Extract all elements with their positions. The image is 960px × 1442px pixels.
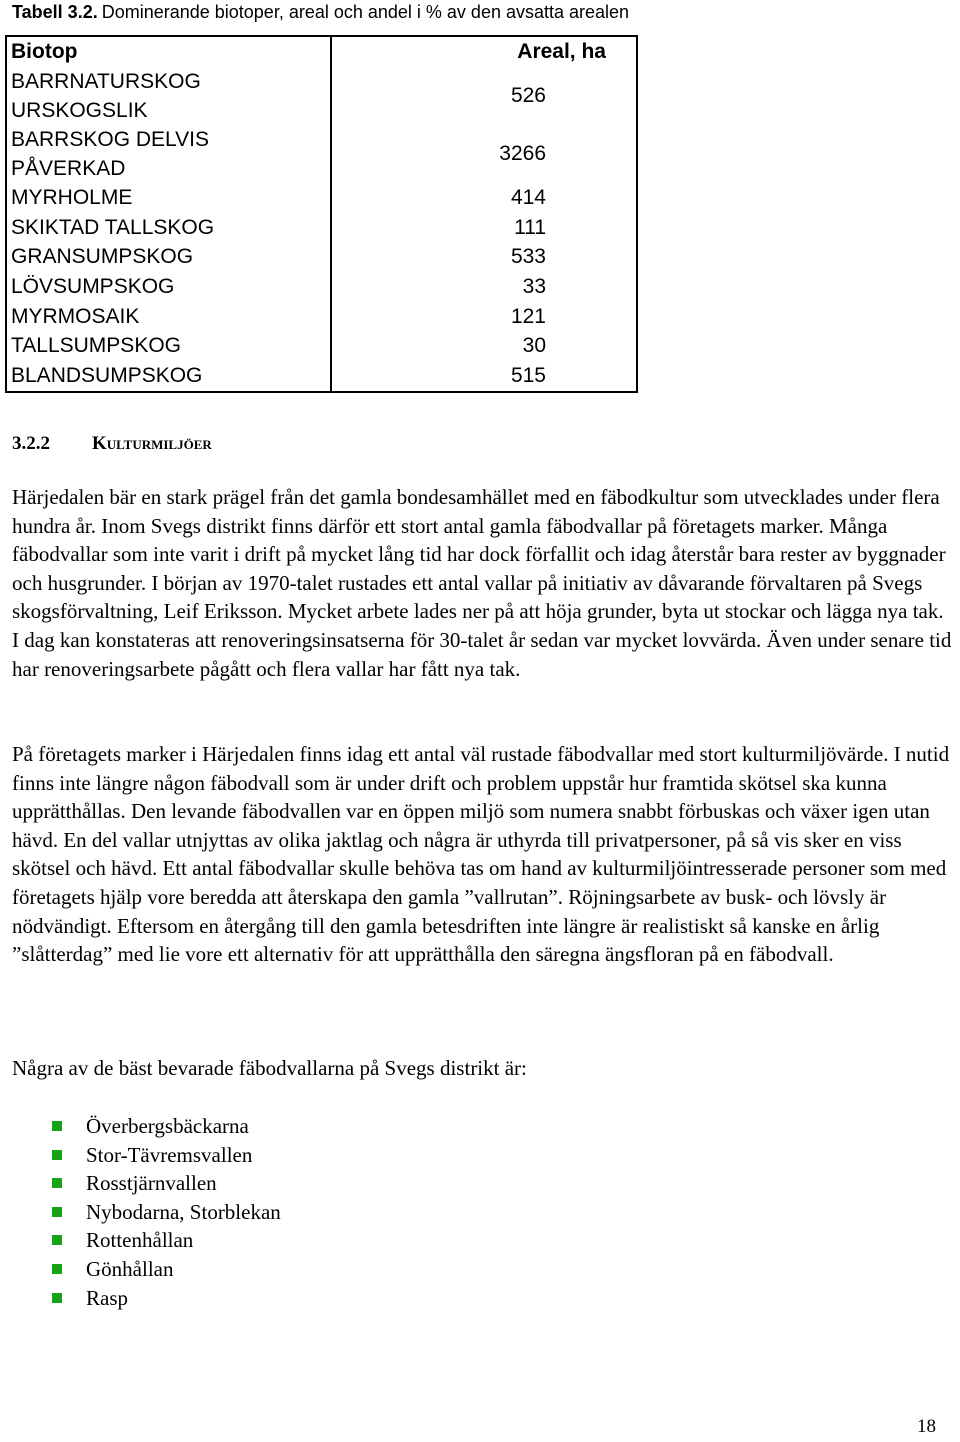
site-name: Rottenhållan (86, 1228, 194, 1253)
biotope-area: 414 (331, 183, 637, 213)
biotope-area: 121 (331, 301, 637, 331)
biotope-area: 3266 (331, 125, 637, 183)
square-bullet-icon (52, 1121, 62, 1131)
paragraph-maintenance: På företagets marker i Härjedalen finns idag ett antal väl rustade fäbodvallar med stort kulturmiljövärde. I nutid finns inte längre någon fäbodvall som är under drift och problem uppstår hur framtida skötsel ska kunna upprätthållas. Den levande fäbodvallen var en öppen miljö som numera snabbt förbuskas och växer igen utan hävd. En del vallar utnjyttas av olika jaktlag och några är uthyrda till privatpersoner, på så vis sker en viss skötsel och hävd. Ett antal fäbodvallar skulle behöva tas om hand av kulturmiljöintresserade personer som med företagets hjälp vore beredda att återskapa den gamla ”vallrutan”. Röjningsarbete av busk- och lövsly är nödvändigt. Eftersom en återgång till den gamla betesdriften inte längre är realistiskt så kanske en årlig ”slåtterdag” med lie vore ett alternativ för att upprätthålla den säregna ängsfloran på en fäbodvall. (12, 742, 950, 967)
table-caption-label: Tabell 3.2. (12, 2, 98, 22)
square-bullet-icon (52, 1178, 62, 1188)
square-bullet-icon (52, 1293, 62, 1303)
table-row (6, 67, 637, 125)
list-item (40, 1112, 281, 1141)
biotope-name: BARRNATURSKOG URSKOGSLIK (6, 67, 331, 125)
column-header-areal: Areal, ha (331, 36, 637, 67)
site-name: Rasp (86, 1285, 128, 1310)
site-name: Överbergsbäckarna (86, 1114, 249, 1138)
column-header-biotop: Biotop (6, 36, 331, 67)
paragraph-history: Härjedalen bär en stark prägel från det gamla bondesamhället med en fäbodkultur som utvecklades under flera hundra år. Inom Svegs distrikt finns därför ett stort antal gamla fäbodvallar på företagets marker. Många fäbodvallar som inte varit i drift på mycket lång tid har dock förfallit och idag återstår bara rester av byggnader och husgrunder. I början av 1970-talet rustades ett antal vallar på initiativ av dåvarande förvaltaren på Svegs skogsförvaltning, Leif Eriksson. Mycket arbete lades ner på att höja grunder, byta ut stockar och lägga nya tak. I dag kan konstateras att renoveringsinsatserna för 30-talet år sedan var mycket lovvärda. Även under senare tid har renoveringsarbete pågått och flera vallar har fått nya tak. (12, 485, 952, 681)
biotope-area: 33 (331, 272, 637, 302)
list-item (40, 1141, 281, 1170)
table-row (6, 361, 637, 392)
table-row (6, 183, 637, 213)
section-title: Kulturmiljöer (92, 433, 212, 454)
square-bullet-icon (52, 1235, 62, 1245)
table-row (6, 301, 637, 331)
list-item (40, 1169, 281, 1198)
table-row (6, 272, 637, 302)
biotope-name: SKIKTAD TALLSKOG (6, 212, 331, 242)
biotope-area: 533 (331, 242, 637, 272)
site-name: Gönhållan (86, 1256, 174, 1281)
section-number: 3.2.2 (12, 433, 50, 454)
table-caption-text: Dominerande biotoper, areal och andel i % av den avsatta arealen (101, 2, 630, 22)
square-bullet-icon (52, 1207, 62, 1217)
list-item (40, 1284, 281, 1313)
site-name: Stor-Tävremsvallen (86, 1142, 253, 1167)
biotope-area: 111 (331, 212, 637, 242)
biotope-area: 515 (331, 361, 637, 392)
biotope-table (5, 35, 638, 393)
square-bullet-icon (52, 1264, 62, 1274)
table-row (6, 242, 637, 272)
square-bullet-icon (52, 1150, 62, 1160)
section-heading (12, 433, 212, 455)
list-item (40, 1226, 281, 1255)
biotope-area: 30 (331, 331, 637, 361)
paragraph-list-intro: Några av de bäst bevarade fäbodvallarna på Svegs distrikt är: (12, 1056, 527, 1080)
table-row (6, 331, 637, 361)
table-row (6, 212, 637, 242)
list-item (40, 1255, 281, 1284)
biotope-area: 526 (331, 67, 637, 125)
biotope-name: BLANDSUMPSKOG (6, 361, 331, 392)
table-caption (12, 2, 629, 23)
biotope-name: TALLSUMPSKOG (6, 331, 331, 361)
table-header-row (6, 36, 637, 67)
site-name: Nybodarna, Storblekan (86, 1199, 281, 1224)
site-list (40, 1112, 281, 1312)
biotope-name: MYRMOSAIK (6, 301, 331, 331)
biotope-name: GRANSUMPSKOG (6, 242, 331, 272)
table-row (6, 125, 637, 183)
page-number: 18 (917, 1416, 936, 1437)
biotope-name: MYRHOLME (6, 183, 331, 213)
list-item (40, 1198, 281, 1227)
site-name: Rosstjärnvallen (86, 1171, 217, 1196)
biotope-name: LÖVSUMPSKOG (6, 272, 331, 302)
biotope-name: BARRSKOG DELVIS PÅVERKAD (6, 125, 331, 183)
